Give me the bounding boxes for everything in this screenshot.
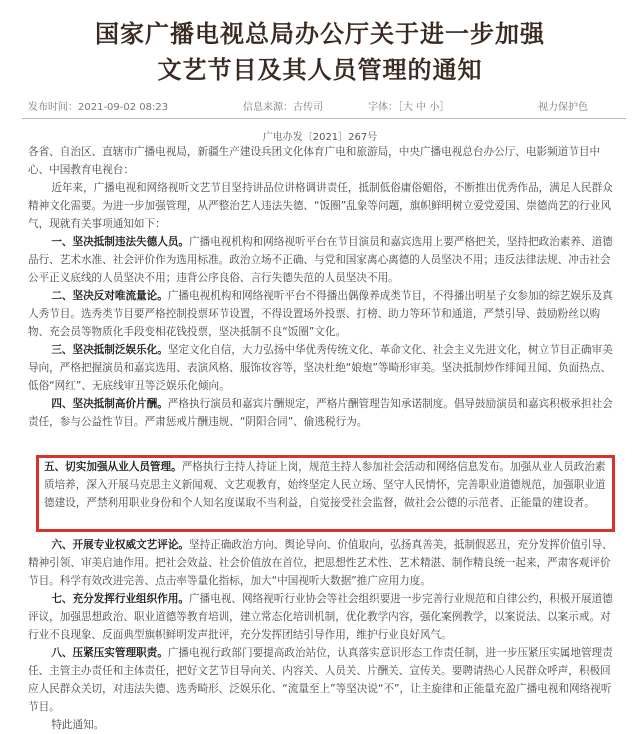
section-heading: 六、开展专业权威文艺评论。 xyxy=(51,539,190,551)
font-size-selector[interactable]: 字体：［大 中 小］ xyxy=(368,102,450,113)
section-heading: 八、压紧压实管理职责。 xyxy=(51,647,168,659)
section-5-highlighted xyxy=(44,458,610,512)
document-body-lower xyxy=(28,536,620,734)
section-heading: 二、坚决反对唯流量论。 xyxy=(51,290,168,302)
section-3 xyxy=(28,341,620,395)
section-7 xyxy=(28,590,620,644)
closing: 特此通知。 xyxy=(51,719,105,731)
recipients: 各省、自治区、直辖市广播电视局，新疆生产建设兵团文化体育广电和旅游局，中央广播电视总台办公厅、电影频道节目中心、中国教育电视台： xyxy=(28,146,601,176)
section-heading: 四、坚决抵制高价片酬。 xyxy=(51,398,168,410)
info-source: 信息来源：古传司 xyxy=(243,102,323,113)
section-text: 广播电视机构和网络视听平台在节目演员和嘉宾选用上要严格把关，坚持把政治素养、道德品行、艺术水准、社会评价作为选用标准。政治立场不正确、与党和国家离心离德的人员坚决不用；违反法律法规、冲击社会公平正义底线的人员坚决不用；违背公序良俗、言行失德失范的人员坚决不用。 xyxy=(28,236,613,284)
section-2 xyxy=(28,287,620,341)
section-8 xyxy=(28,644,620,716)
section-1 xyxy=(28,233,620,287)
section-text: 严格执行主持人持证上岗，规范主持人参加社会活动和网络信息发布。加强从业人员政治素质培养，深入开展马克思主义新闻观、文艺观教育，始终坚定人民立场、坚守人民情怀，完善职业道德规范，加强职业道德建设，严禁利用职业身份和个人知名度谋取不当利益，自觉接受社会监督，做社会公德的示范者、正能量的建设者。 xyxy=(44,461,606,509)
section-text: 坚持正确政治方向、舆论导向、价值取向，弘扬真善美，抵制假恶丑，充分发挥价值引导、精神引领、审美启迪作用。把社会效益、社会价值放在首位，把思想性艺术性、艺术精湛、制作精良统一起来，严肃客观评价节目。科学有效改进完善、点击率等量化指标，加大“中国视听大数据”推广应用力度。 xyxy=(28,539,613,587)
title-line-1: 国家广播电视总局办公厅关于进一步加强 xyxy=(95,20,545,48)
section-heading: 三、坚决抵制泛娱乐化。 xyxy=(51,344,168,356)
intro-paragraph: 近年来，广播电视和网络视听文艺节目坚持讲品位讲格调讲责任，抵制低俗庸俗媚俗，不断推出优秀作品，满足人民群众精神文化需要。为进一步加强管理，从严整治艺人违法失德、“饭圈”乱象等问题，旗帜鲜明树立爱党爱国、崇德尚艺的行业风气，现就有关事项通知如下： xyxy=(28,182,613,230)
divider xyxy=(22,118,626,119)
section-text: 严格执行演员和嘉宾片酬规定，严格片酬管理告知承诺制度。倡导鼓励演员和嘉宾积极承担社会责任，参与公益性节目。严肃惩戒片酬违规、“阴阳合同”、偷逃税行为。 xyxy=(28,398,613,428)
section-heading: 一、坚决抵制违法失德人员。 xyxy=(51,236,190,248)
section-heading: 七、充分发挥行业组织作用。 xyxy=(51,593,190,605)
publish-time: 发布时间：2021-09-02 08:23 xyxy=(28,102,169,113)
section-6 xyxy=(28,536,620,590)
title-line-2: 文艺节目及其人员管理的通知 xyxy=(157,56,483,84)
document-number: 广电办发〔2021〕267号 xyxy=(262,132,378,143)
section-text: 坚定文化自信，大力弘扬中华优秀传统文化、革命文化、社会主义先进文化，树立节目正确审美导向，严格把握演员和嘉宾选用、表演风格、服饰妆容等，坚决杜绝“娘炮”等畸形审美。坚决抵制炒作绯闻丑闻、负面热点、低俗“网红”、无底线审丑等泛娱乐化倾向。 xyxy=(28,344,613,392)
section-4 xyxy=(28,395,620,431)
section-text: 广播电视机构和网络视听平台不得播出偶像养成类节目，不得播出明星子女参加的综艺娱乐及真人秀节目。选秀类节目要严格控制投票环节设置，不得设置场外投票、打榜、助力等环节和通道，严禁引导、鼓励粉丝以购物、充会员等物质化手段变相花钱投票，坚决抵制不良“饭圈”文化。 xyxy=(28,290,613,338)
eye-protect-toggle[interactable]: 视力保护色 xyxy=(538,102,588,113)
section-text: 广播电视、网络视听行业协会等社会组织要进一步完善行业规范和自律公约，积极开展道德评议，加强思想政治、职业道德等教育培训，建立常态化培训机制，优化教学内容，强化案例教学，以案说法、以案示戒。对行业不良现象、反面典型旗帜鲜明发声批评，充分发挥团结引导作用，维护行业良好风气。 xyxy=(28,593,613,641)
meta-bar xyxy=(28,98,630,116)
document-body xyxy=(28,143,620,431)
section-heading: 五、切实加强从业人员管理。 xyxy=(44,461,182,473)
section-text: 广播电视行政部门要提高政治站位，认真落实意识形态工作责任制，进一步压紧压实属地管理责任、主管主办责任和主体责任，把好文艺节目导向关、内容关、人员关、片酬关、宣传关。要聘请热心人民群众呼声，积极回应人民群众关切，对违法失德、选秀畸形、泛娱乐化、“流量至上”等坚决说“不”，让主旋律和正能量充盈广播电视和网络视听节目。 xyxy=(28,647,613,713)
